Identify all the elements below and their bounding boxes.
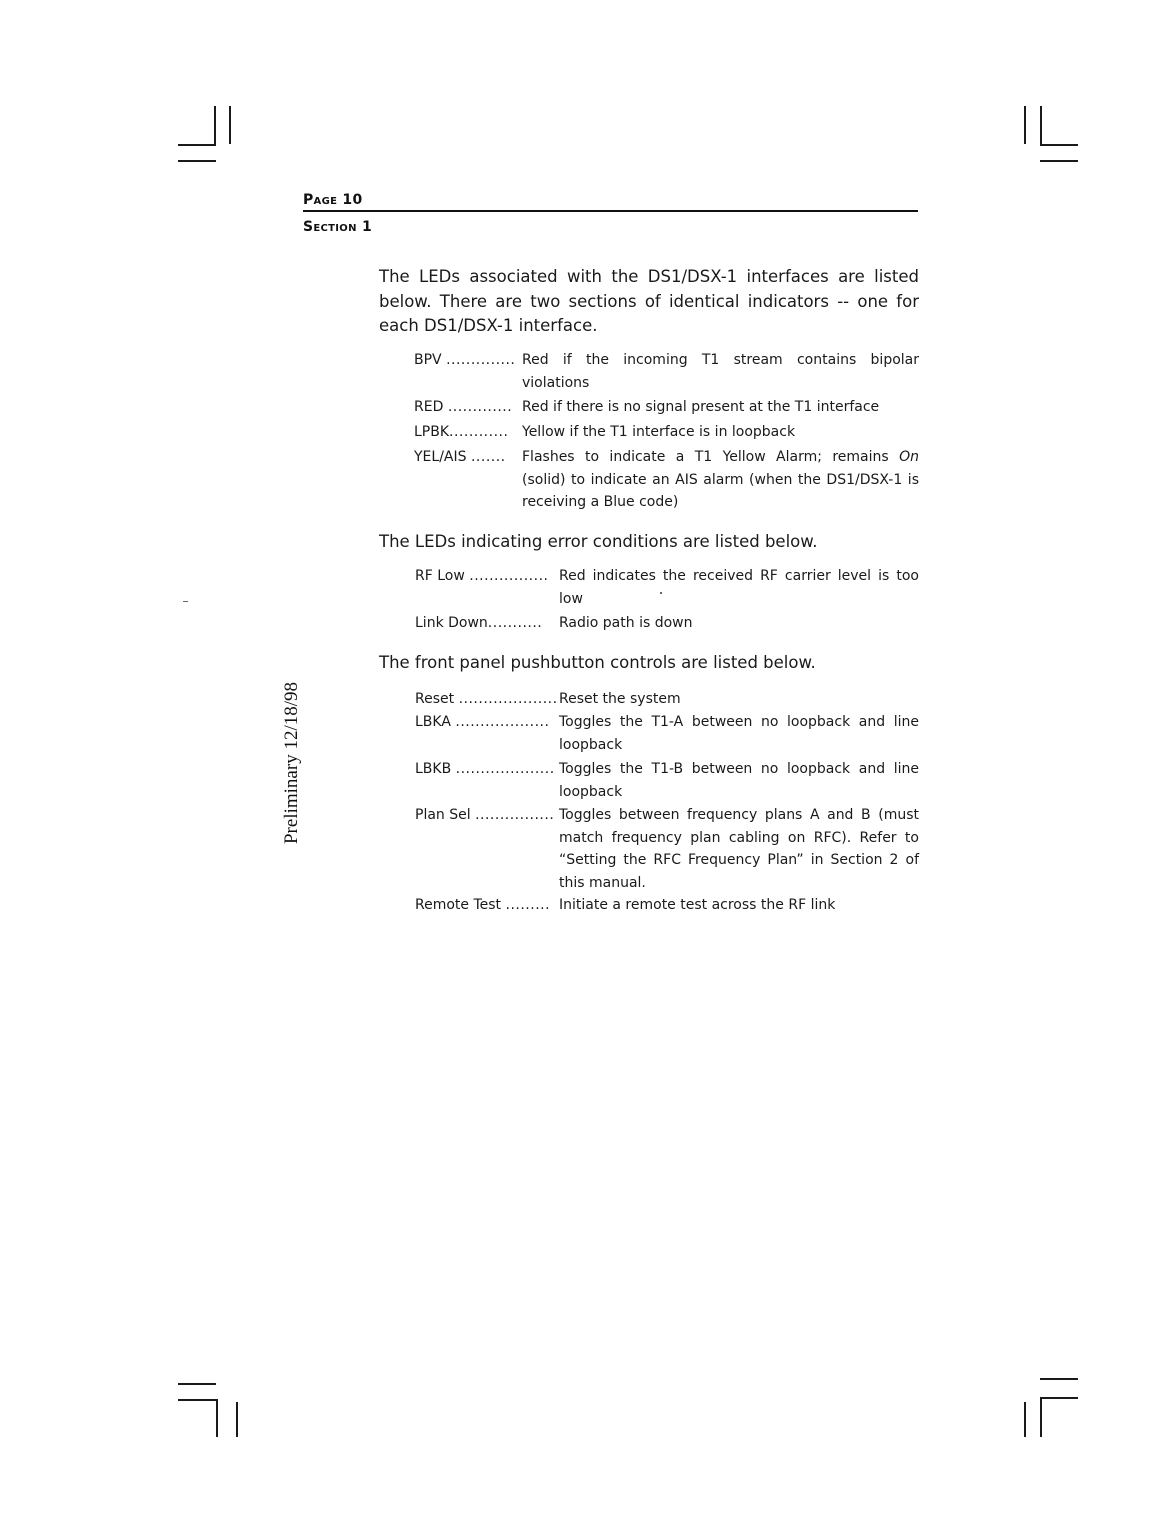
item-term: Remote Test ......... bbox=[415, 897, 551, 913]
intro-buttons-paragraph: The front panel pushbutton controls are listed below. bbox=[379, 653, 816, 672]
item-term: YEL/AIS ....... bbox=[414, 449, 506, 465]
list-item bbox=[415, 612, 919, 636]
item-description: Flashes to indicate a T1 Yellow Alarm; remains On (solid) to indicate an AIS alarm (when the DS1/DSX-1 is receiving a Blue code) bbox=[522, 449, 919, 510]
header-rule bbox=[303, 210, 918, 212]
item-term: BPV .............. bbox=[414, 352, 516, 368]
list-item bbox=[415, 894, 919, 918]
preliminary-date-note: Preliminary 12/18/98 bbox=[281, 681, 302, 845]
item-description: Initiate a remote test across the RF link bbox=[559, 897, 836, 913]
list-item bbox=[415, 711, 919, 757]
list-item bbox=[414, 421, 919, 445]
list-item bbox=[414, 396, 919, 420]
item-description: Toggles the T1-A between no loopback and line loopback bbox=[559, 714, 919, 753]
list-item bbox=[415, 688, 919, 712]
list-item bbox=[415, 758, 919, 804]
page-number: Page 10 bbox=[303, 192, 363, 208]
item-description: Radio path is down bbox=[559, 615, 693, 631]
scan-speck bbox=[183, 601, 188, 602]
item-term: Plan Sel ................ bbox=[415, 807, 555, 823]
list-item bbox=[414, 349, 919, 395]
intro-leds-paragraph: The LEDs associated with the DS1/DSX-1 interfaces are listed below. There are two sections of identical indicators -- one for each DS1/DSX-1 interface. bbox=[379, 267, 919, 335]
item-description: Yellow if the T1 interface is in loopback bbox=[522, 424, 796, 440]
item-term: RED ............. bbox=[414, 399, 513, 415]
item-term: Reset .................... bbox=[415, 691, 558, 707]
item-term: LPBK............ bbox=[414, 424, 509, 440]
item-description: Red if the incoming T1 stream contains bipolar violations bbox=[522, 352, 919, 391]
item-term: Link Down........... bbox=[415, 615, 543, 631]
item-term: RF Low ................ bbox=[415, 568, 549, 584]
intro-errors-paragraph: The LEDs indicating error conditions are listed below. bbox=[379, 532, 818, 551]
item-description: Reset the system bbox=[559, 691, 681, 707]
item-term: LBKA ................... bbox=[415, 714, 550, 730]
section-label: Section 1 bbox=[303, 219, 372, 235]
item-description: Red indicates the received RF carrier level is too low bbox=[559, 568, 919, 607]
item-description: Toggles the T1-B between no loopback and line loopback bbox=[559, 761, 919, 800]
list-item bbox=[415, 804, 919, 894]
list-item bbox=[414, 446, 919, 516]
item-description: Toggles between frequency plans A and B (must match frequency plan cabling on RFC). Refer to “Setting the RFC Frequency Plan” in Section 2 of this manual. bbox=[559, 807, 919, 891]
list-item bbox=[415, 565, 919, 611]
item-description: Red if there is no signal present at the T1 interface bbox=[522, 399, 880, 415]
item-term: LBKB .................... bbox=[415, 761, 555, 777]
